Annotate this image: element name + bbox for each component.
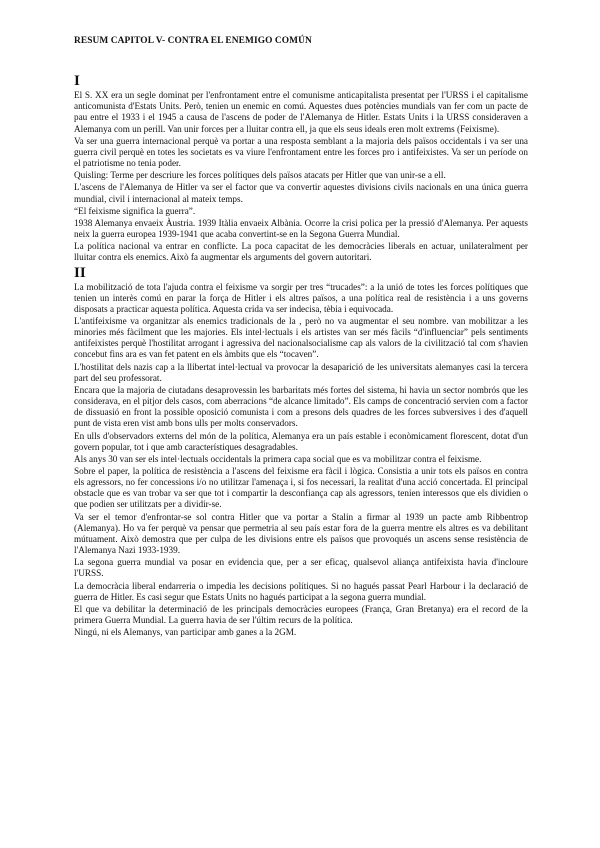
document-title: RESUM CAPITOL V- CONTRA EL ENEMIGO COMÚN xyxy=(74,36,312,46)
paragraph: La mobilització de tota l'ajuda contra el feixisme va sorgir per tres “trucades”: a la unió de totes les forces polítiques que tenien un interès comú en parar la força de Hitler i els altres països, a una política real de resistència i a uns governs disposats a practicar aquesta política. Aquesta crida va ser indecisa, tèbia i equivocada. xyxy=(74,281,528,314)
paragraph: L'hostilitat dels nazis cap a la llibertat intel·lectual va provocar la desaparició de les universitats alemanyes casi la tercera part del seu professorat. xyxy=(74,361,528,383)
paragraph: Als anys 30 van ser els intel·lectuals occidentals la primera capa social que es va mobilitzar contra el feixisme. xyxy=(74,453,482,464)
paragraph: El S. XX era un segle dominat per l'enfrontament entre el comunisme anticapitalista presentat per l'URSS i el capitalisme anticomunista d'Estats Units. Però, tenien un enemic en comú. Aquestes dues potències mundials van fer com un pacte de pau entre el 1933 i el 1945 a causa de l'ascens de poder de l'Alemanya de Hitler. Estats Units i la URSS consideraven a Alemanya com un perill. Van unir forces per a lluitar contra ell, ja que els seus ideals eren molt extrems (Feixisme). xyxy=(74,90,528,134)
paragraph: L'antifeixisme va organitzar als enemics tradicionals de la , però no va augmentar el seu nombre. van mobilitzar a les minories més fàcilment que les majories. Els intel·lectuals i els artistes van ser més fàcils “d'influenciar” pels sentiments antifeixistes perquè l'hostilitat arrogant i agressiva del nacionalsocialisme cap als valors de la civilització tal com s'havien concebut fins ara es van fet patent en els àmbits que els “tocaven”. xyxy=(74,315,528,360)
paragraph: Sobre el paper, la política de resistència a l'ascens del feixisme era fàcil i lògica. Consistia a unir tots els països en contra els agressors, no fer concessions i/o no utilitzar l'amenaça i, si fos necessari, la realitat d'una acció concertada. El principal obstacle que es van trobar va ser que tot i compartir la desconfiança cap als agressors, tenien interessos que els dividien o que podien ser utilitzats per a dividir-se. xyxy=(74,466,528,510)
paragraph: L'ascens de l'Alemanya de Hitler va ser el factor que va convertir aquestes divisions civils nacionals en una única guerra mundial, civil i internacional al mateix temps. xyxy=(74,182,528,204)
paragraph: Va ser una guerra internacional perquè va portar a una resposta semblant a la majoria dels països occidentals i va ser una guerra civil perquè en totes les societats es va viure l'enfrontament entre les forces pro i antifeixistes. Va ser un període on el patriotisme no tenia poder. xyxy=(74,135,528,169)
paragraph: “El feixisme significa la guerra”. xyxy=(74,205,196,216)
paragraph: Ningú, ni els Alemanys, van participar amb ganes a la 2GM. xyxy=(74,627,297,638)
paragraph: La política nacional va entrar en conflicte. La poca capacitat de les democràcies liberals en actuar, unilateralment per lluitar contra els enemics. Això fa augmentar els arguments del govern autoritari. xyxy=(74,241,528,263)
paragraph: La democràcia liberal endarreria o impedia les decisions polítiques. Si no hagués passat Pearl Harbour i la declaració de guerra de Hitler. Es casi segur que Estats Units no hagués participat a la segona guerra mundial. xyxy=(74,580,528,602)
paragraph: Encara que la majoria de ciutadans desaprovessin les barbaritats més fortes del sistema, hi havia un sector nombrós que les considerava, en el pitjor dels casos, com aberracions “de alcance limitado”. Els camps de concentració servien com a factor de dissuasió en front la possible oposició comunista i com a presons dels quadres de les forces subversives i des d'aquell punt de vista eren vist amb bons ulls per molts conservadors. xyxy=(74,384,528,429)
paragraph: Quisling: Terme per descriure les forces polítiques dels països atacats per Hitler que van unir-se a ell. xyxy=(74,170,446,181)
section-heading-1: I xyxy=(74,73,80,90)
section-heading-2: II xyxy=(74,264,86,281)
paragraph: La segona guerra mundial va posar en evidencia que, per a ser eficaç, qualsevol aliança antifeixista havia d'incloure l'URSS. xyxy=(74,557,528,579)
paragraph: El que va debilitar la determinació de les principals democràcies europees (França, Gran Bretanya) era el record de la primera Guerra Mundial. La guerra havia de ser l'últim recurs de la política. xyxy=(74,603,528,626)
paragraph: En ulls d'observadors externs del món de la política, Alemanya era un país estable i econòmicament florescent, dotat d'un govern popular, tot i que amb característiques desagradables. xyxy=(74,430,528,452)
paragraph: 1938 Alemanya envaeix Àustria. 1939 Itàlia envaeix Albània. Ocorre la crisi polica per la pressió d'Alemanya. Per aquests neix la guerra europea 1939-1941 que acaba convertint-se en la Segona Guerra Mundial. xyxy=(74,217,528,240)
document-page xyxy=(74,36,528,639)
paragraph: Va ser el temor d'enfrontar-se sol contra Hitler que va portar a Stalin a firmar al 1939 un pacte amb Ribbentrop (Alemanya). Ho va fer perquè va pensar que permetria al seu país estar fora de la guerra mentre els altres es va debilitant mútuament. Això demostra que per culpa de les divisions entre els països que provoqués un ascens sense resistència de l'Alemanya Nazi 1933-1939. xyxy=(74,511,528,556)
